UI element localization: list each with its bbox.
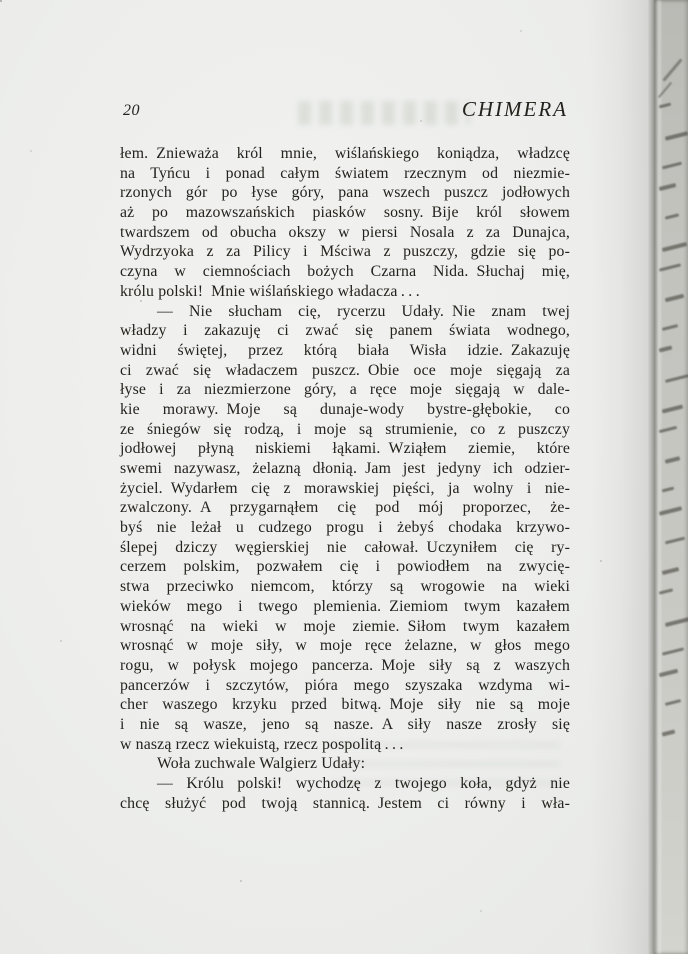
text-line-12: ci zwać się władaczem puszcz. Obie oce moje sięgają za (120, 361, 570, 379)
text-line-21: ślepej dziczy węgierskiej nie całował. Uczyniłem cię ry- (120, 538, 570, 556)
text-line-27: rogu, w połysk mojego pancerza. Moje siły są z waszych (120, 656, 570, 674)
text-line-29: cher waszego krzyku przed bitwą. Moje siły nie są moje (120, 696, 570, 714)
edge-bleed-mark (665, 374, 688, 383)
text-line-10: władzy i zakazuję ci zwać się panem świata wodnego, (120, 322, 570, 340)
text-line-1: łem. Znieważa król mnie, wiślańskiego koniądza, władzcę (120, 145, 570, 162)
edge-bleed-mark (659, 183, 676, 191)
text-line-8: królu polski! Mnie wiślańskiego władacza . . . (120, 282, 420, 300)
edge-bleed-mark (665, 537, 685, 545)
text-line-7: czyna w ciemnościach bożych Czarna Nida. Słuchaj mię, (120, 263, 570, 281)
edge-bleed-mark (662, 729, 676, 736)
running-title: CHIMERA (461, 97, 568, 121)
edge-bleed-mark (665, 456, 681, 464)
edge-bleed-mark (659, 669, 678, 677)
edge-bleed-mark (658, 82, 672, 99)
text-line-23: stwa przeciwko niemcom, którzy są wrogowie na wieki (120, 578, 570, 596)
edge-bleed-mark (665, 131, 688, 140)
text-line-14: kie morawy. Moje są dunaje-wody bystre-głębokie, co (120, 400, 570, 418)
edge-bleed-mark (659, 103, 671, 109)
text-line-34: chcę służyć pod twoją stannicą. Jestem ci równy i wła- (120, 794, 570, 812)
edge-bleed-mark (662, 324, 678, 331)
edge-bleed-mark (665, 617, 688, 627)
text-line-15: ze śniegów się rodzą, i moje są strumienie, co z puszczy (120, 420, 570, 438)
text-line-3: rzonych gór po łyse góry, pana wszech puszcz jodłowych (120, 184, 570, 202)
edge-bleed-mark (662, 162, 682, 170)
text-line-33: — Królu polski! wychodzę z twojego koła, gdyż nie (157, 775, 570, 792)
edge-bleed-mark (662, 242, 687, 252)
text-line-6: Wydrzyoka z za Pilicy i Mściwa z puszczy, gdzie się po- (120, 243, 570, 261)
edge-bleed-mark (662, 58, 682, 81)
page-number: 20 (123, 102, 140, 119)
text-line-9: — Nie słucham cię, rycerzu Udały. Nie znam twej (157, 302, 570, 320)
text-line-30: i nie są wasze, jeno są nasze. A siły nasze zrosły się (120, 715, 570, 733)
text-block (120, 144, 570, 813)
text-line-28: pancerzów i szczytów, pióra mego szyszaka wzdyma wi- (120, 676, 570, 694)
edge-bleed-mark (659, 588, 673, 594)
edge-bleed-mark (659, 263, 681, 271)
edge-bleed-mark (659, 506, 682, 515)
text-line-22: cerzem polskim, pozwałem cię i powiodłem na zwycię- (120, 558, 570, 576)
edge-bleed-mark (659, 426, 677, 433)
text-line-17: swemi nazywasz, żelazną dłonią. Jam jest jedyny ich odzier- (120, 460, 570, 477)
ink-bleed-ghost-header (298, 101, 470, 125)
edge-bleed-mark (665, 699, 681, 706)
text-line-2: na Tyńcu i ponad całym światem rzecznym od niezmie- (120, 164, 570, 182)
text-line-16: jodłowej płyną niskiemi łąkami. Wziąłem ziemie, które (120, 440, 570, 458)
text-line-18: życiel. Wydarłem cię z morawskiej pięści, ja wolny i nie- (120, 479, 570, 497)
text-line-26: wrosnąć w moje siły, w moje ręce żelazne, w głos mego (120, 637, 570, 655)
page-gutter-shadow (589, 0, 647, 954)
text-line-20: byś nie leżał u cudzego progu i żebyś chodaka krzywo- (120, 519, 570, 537)
text-line-25: wrosnąć na wieki w moje ziemie. Siłom twym kazałem (120, 617, 570, 635)
scan-noise-speckles (0, 0, 2, 2)
text-line-13: łyse i za niezmierzone góry, a ręce moje sięgają w dale- (120, 381, 570, 399)
edge-bleed-mark (665, 213, 679, 219)
adjacent-page-edge (654, 0, 688, 954)
text-line-19: zwalczony. A przygarnąłem cię pod mój proporzec, że- (120, 499, 570, 517)
edge-text-bleed (654, 0, 688, 954)
text-line-32: Woła zuchwale Walgierz Udały: (157, 755, 366, 773)
page-crease-line (647, 0, 654, 954)
edge-bleed-mark (665, 294, 684, 302)
edge-bleed-mark (662, 647, 684, 655)
text-line-31: w naszą rzecz wiekuistą, rzecz pospolitą . . . (120, 735, 404, 753)
edge-bleed-mark (662, 487, 674, 493)
edge-bleed-mark (662, 405, 683, 414)
text-line-24: wieków mego i twego plemienia. Ziemiom twym kazałem (120, 597, 570, 615)
text-line-5: twardszem od obucha okszy w piersi Nosala z za Dunajca, (120, 223, 570, 241)
edge-bleed-mark (659, 345, 673, 352)
edge-bleed-mark (662, 567, 679, 575)
text-line-4: aż po mazowszańskich piasków sosny. Bije król słowem (120, 204, 570, 222)
text-line-11: widni świętej, przez którą biała Wisła idzie. Zakazuję (120, 341, 570, 359)
